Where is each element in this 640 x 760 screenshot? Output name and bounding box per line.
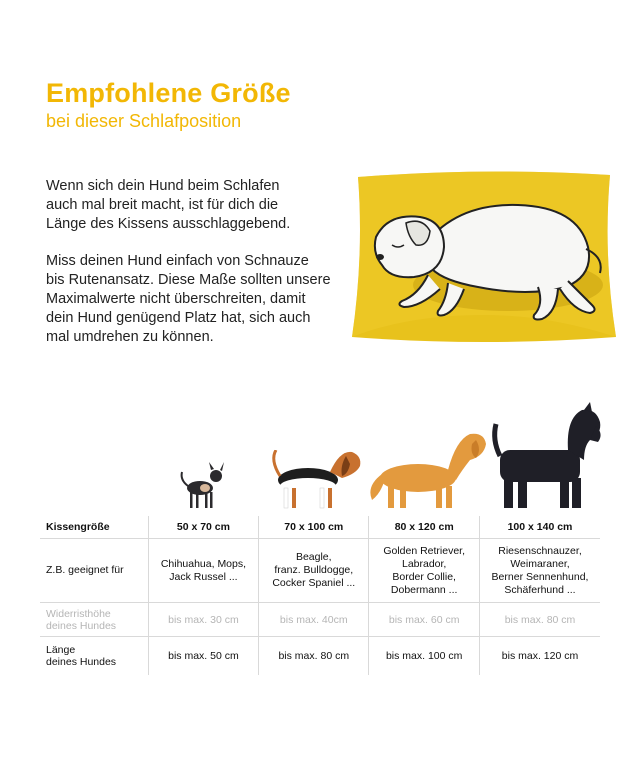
cell-line: Golden Retriever,	[383, 544, 466, 557]
text-line: Maximalwerte nicht überschreiten, damit	[46, 291, 306, 307]
text-line: Wenn sich dein Hund beim Schlafen	[46, 178, 280, 194]
intro-paragraph-1	[46, 177, 346, 234]
cell-line: Berner Sennenhund,	[491, 570, 589, 583]
schnauzer-icon	[495, 402, 601, 508]
chihuahua-icon	[182, 462, 224, 508]
text-line: auch mal breit macht, ist für dich die	[46, 197, 279, 213]
sleeping-dog-pillow-image	[348, 165, 620, 345]
cell-line: Dobermann ...	[390, 583, 458, 596]
cell-line: Widerristhöhe	[46, 607, 111, 620]
cell-height: bis max. 30 cm	[148, 603, 259, 637]
text-line: Länge des Kissens ausschlaggebend.	[46, 216, 291, 232]
cell-line: Cocker Spaniel ...	[272, 577, 356, 589]
cell-height: bis max. 40cm	[259, 603, 369, 637]
cell-length: bis max. 80 cm	[259, 637, 369, 676]
cell-line: Beagle,	[295, 551, 332, 563]
row-label-suitable: Z.B. geeignet für	[40, 539, 148, 603]
text-line: Miss deinen Hund einfach von Schnauze	[46, 253, 309, 269]
cell-line: Länge	[46, 644, 76, 656]
sleeping-dog-nose	[376, 254, 384, 260]
cell-line: Labrador,	[401, 557, 447, 570]
table-row-length	[40, 637, 600, 676]
cell-line: Weimaraner,	[510, 557, 570, 570]
size-table	[40, 516, 600, 675]
cell-line: Jack Russel ...	[169, 570, 238, 583]
beagle-icon	[274, 446, 361, 508]
cell-length: bis max. 100 cm	[369, 637, 480, 676]
page-subtitle: bei dieser Schlafposition	[46, 111, 242, 131]
golden-retriever-icon	[370, 434, 486, 508]
cell-suitable	[369, 539, 480, 603]
table-row-height	[40, 603, 600, 637]
text-line: dein Hund genügend Platz hat, sich auch	[46, 310, 311, 326]
table-row-suitable	[40, 539, 600, 603]
cell-size: 50 x 70 cm	[148, 516, 259, 539]
cell-line: deines Hundes	[46, 656, 117, 668]
row-label-length	[40, 637, 148, 676]
cell-line: franz. Bulldogge,	[274, 564, 354, 576]
text-line: mal umdrehen zu können.	[46, 329, 214, 345]
table-row-size	[40, 516, 600, 539]
cell-size: 100 x 140 cm	[480, 516, 600, 539]
cell-line: deines Hundes	[46, 619, 117, 632]
cell-size: 80 x 120 cm	[369, 516, 480, 539]
page-title: Empfohlene Größe	[46, 78, 291, 108]
row-label-height	[40, 603, 148, 637]
cell-suitable	[480, 539, 600, 603]
pillow-illustration	[348, 165, 620, 345]
cell-line: Chihuahua, Mops,	[160, 557, 247, 570]
dog-size-illustrations	[0, 400, 640, 520]
intro-paragraph-2	[46, 252, 346, 347]
cell-suitable	[259, 539, 369, 603]
cell-length: bis max. 50 cm	[148, 637, 259, 676]
cell-line: Schäferhund ...	[504, 583, 576, 596]
cell-height: bis max. 60 cm	[369, 603, 480, 637]
row-label-size: Kissengröße	[40, 516, 148, 539]
cell-length: bis max. 120 cm	[480, 637, 600, 676]
cell-suitable	[148, 539, 259, 603]
cell-line: Border Collie,	[392, 570, 456, 583]
cell-height: bis max. 80 cm	[480, 603, 600, 637]
cell-line: Riesenschnauzer,	[498, 544, 582, 557]
text-line: bis Rutenansatz. Diese Maße sollten unsere	[46, 272, 331, 288]
cell-size: 70 x 100 cm	[259, 516, 369, 539]
